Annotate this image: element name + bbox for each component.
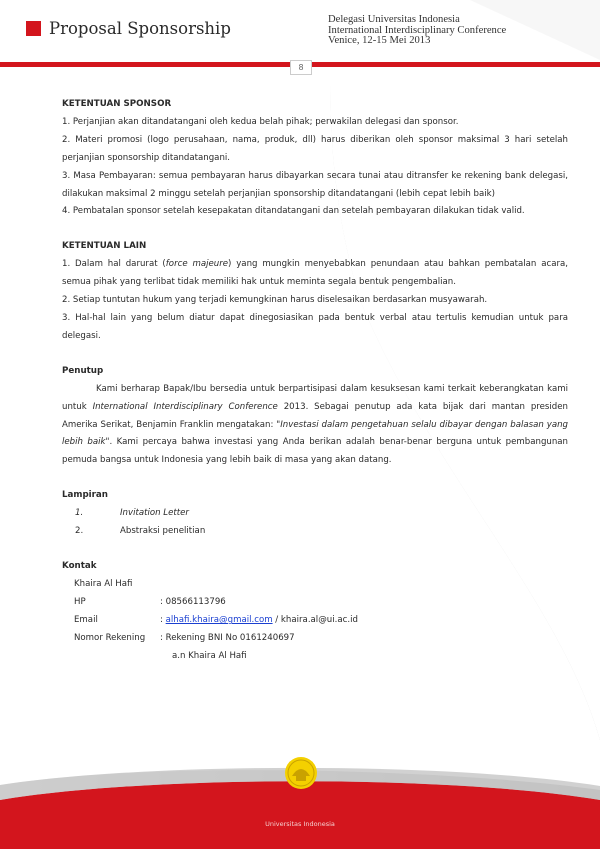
email-label: Email [74,615,98,626]
rekening-label: Nomor Rekening [74,633,146,644]
section-title-kontak: Kontak [62,561,97,572]
rekening-value: : Rekening BNI No 0161240697 [160,633,295,644]
lain-item-1: 1. Dalam hal darurat (force majeure) yang mungkin menyebabkan penundaan atau bahkan pembatalan acara, semua pihak yang terlibat tidak memiliki hak untuk meminta segala bentuk pengembalian. [62,259,568,288]
lampiran-label: Invitation Letter [120,508,189,519]
university-seal-icon [284,756,318,790]
section-title-penutup: Penutup [62,365,104,376]
sponsor-item-4: 4. Pembatalan sponsor setelah kesepakatan ditandatangani dan setelah pembayaran dilakukan tidak valid. [62,206,525,217]
contact-rekening-row [62,630,568,648]
red-square-icon [26,21,41,36]
contact-email-row [62,612,568,630]
lampiran-item-1 [62,505,568,523]
hp-value: : 08566113796 [160,597,226,608]
section-title-ketentuan-lain: KETENTUAN LAIN [62,241,147,252]
lampiran-number: 2. [75,526,84,537]
email-value: : alhafi.khaira@gmail.com / khaira.al@ui.ac.id [160,615,358,626]
event-line-3: Venice, 12-15 Mei 2013 [328,35,431,47]
lampiran-label: Abstraksi penelitian [120,526,206,537]
event-info [328,15,590,47]
lampiran-item-2 [62,523,568,541]
event-line-1: Delegasi Universitas Indonesia [328,14,460,25]
event-line-2: International Interdisciplinary Conference [328,24,507,36]
rekening-account-name: a.n Khaira Al Hafi [172,651,247,662]
section-title-ketentuan-sponsor: KETENTUAN SPONSOR [62,99,172,109]
lain-item-3: 3. Hal-hal lain yang belum diatur dapat dinegosiasikan pada bentuk verbal atau tertulis kemudian untuk para delegasi. [62,312,568,341]
email-link[interactable]: alhafi.khaira@gmail.com [165,615,273,626]
footer-text: Universitas Indonesia [265,820,335,828]
sponsor-item-2: 2. Materi promosi (logo perusahaan, nama, produk, dll) harus diberikan oleh sponsor maksimal 3 hari setelah perjanjian sponsorship ditandatangani. [62,134,568,163]
sponsor-item-1: 1. Perjanjian akan ditandatangani oleh kedua belah pihak; perwakilan delegasi dan sponsor. [62,116,459,127]
lampiran-number: 1. [75,508,84,519]
sponsor-item-3: 3. Masa Pembayaran: semua pembayaran harus dibayarkan secara tunai atau ditransfer ke rekening bank delegasi, dilakukan maksimal 2 minggu setelah perjanjian sponsorship ditandatangani (lebih cepat lebih baik) [62,170,568,199]
contact-name: Khaira Al Hafi [74,579,133,590]
page-number: 8 [290,60,312,75]
document-title: Proposal Sponsorship [49,19,231,38]
hp-label: HP [74,597,86,608]
contact-hp-row [62,594,568,612]
header-title [26,19,231,38]
penutup-paragraph: Kami berharap Bapak/Ibu bersedia untuk berpartisipasi dalam kesuksesan kami terkait keberangkatan kami untuk International Interdisciplinary Conference 2013. Sebagai penutup ada kata bijak dari mantan presiden Amerika Serikat, Benjamin Franklin mengatakan: "Investasi dalam pengetahuan selalu dibayar dengan balasan yang lebih baik". Kami percaya bahwa investasi yang Anda berikan adalah benar-benar berguna untuk pembangunan pemuda bangsa untuk Indonesia yang lebih baik di masa yang akan datang. [62,383,569,466]
document-body [62,96,568,666]
section-title-lampiran: Lampiran [62,490,108,501]
lain-item-2: 2. Setiap tuntutan hukum yang terjadi kemungkinan harus diselesaikan berdasarkan musyawarah. [62,295,488,306]
